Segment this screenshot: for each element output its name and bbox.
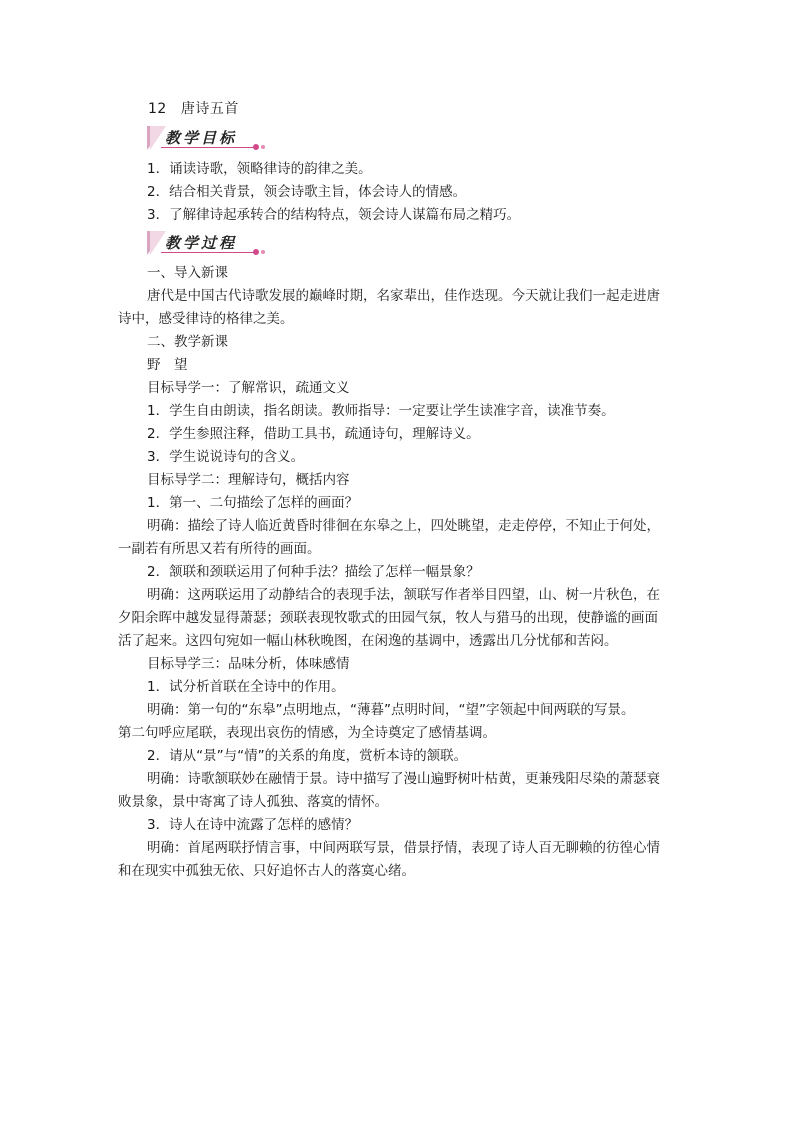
paragraph-line: 和在现实中孤独无依、只好追怀古人的落寞心绪。 <box>118 863 415 879</box>
process-line: 1．学生自由朗读，指名朗读。教师指导：一定要让学生读准字音，读准节奏。 <box>147 403 615 419</box>
process-line: 2．请从“景”与“情”的关系的角度，赏析本诗的颔联。 <box>147 748 468 764</box>
paragraph-line: 败景象，景中寄寓了诗人孤独、落寞的情怀。 <box>118 794 388 810</box>
paragraph-line: 明确：诗歌颔联妙在融情于景。诗中描写了漫山遍野树叶枯黄，更兼残阳尽染的萧瑟衰 <box>147 771 660 787</box>
paragraph-line: 明确：第一句的“东皋”点明地点，“薄暮”点明时间，“望”字领起中间两联的写景。 <box>147 702 635 718</box>
process-line: 3．学生说说诗句的含义。 <box>147 449 305 465</box>
objective-item: 3．了解律诗起承转合的结构特点，领会诗人谋篇布局之精巧。 <box>147 207 521 223</box>
paragraph-line: 夕阳余晖中越发显得萧瑟；颈联表现牧歌式的田园气氛，牧人与猎马的出现，使静谧的画面 <box>118 610 658 626</box>
objectives-banner <box>147 126 267 150</box>
process-line: 一、导入新课 <box>147 265 228 281</box>
paragraph-line: 明确：描绘了诗人临近黄昏时徘徊在东皋之上，四处眺望，走走停停，不知止于何处， <box>147 518 660 534</box>
lesson-number: 12 <box>148 101 167 117</box>
process-line: 二、教学新课 <box>147 334 228 350</box>
objectives-list <box>118 158 678 227</box>
lesson-name: 唐诗五首 <box>180 101 239 117</box>
paragraph-line: 第二句呼应尾联，表现出哀伤的情感，为全诗奠定了感情基调。 <box>118 725 496 741</box>
process-body <box>118 262 678 883</box>
process-line: 1．试分析首联在全诗中的作用。 <box>147 679 345 695</box>
paragraph-line: 明确：首尾两联抒情言事，中间两联写景，借景抒情，表现了诗人百无聊赖的彷徨心情 <box>147 840 660 856</box>
process-line: 野 望 <box>147 357 188 373</box>
process-line: 2．颔联和颈联运用了何种手法？描绘了怎样一幅景象？ <box>147 564 480 580</box>
lesson-title <box>148 98 239 118</box>
process-line: 3．诗人在诗中流露了怎样的感情？ <box>147 817 359 833</box>
banner-dot-icon <box>253 249 259 255</box>
process-line: 目标导学一：了解常识，疏通文义 <box>147 380 350 396</box>
objectives-heading: 教学目标 <box>165 129 238 147</box>
process-line: 目标导学二：理解诗句，概括内容 <box>147 472 350 488</box>
process-line: 2．学生参照注释，借助工具书，疏通诗句，理解诗义。 <box>147 426 480 442</box>
paragraph-line: 一副若有所思又若有所待的画面。 <box>118 541 321 557</box>
paragraph-line: 活了起来。这四句宛如一幅山林秋晚图，在闲逸的基调中，透露出几分忧郁和苦闷。 <box>118 633 618 649</box>
banner-dot-icon <box>261 145 265 149</box>
paragraph-line: 明确：这两联运用了动静结合的表现手法，颔联写作者举目四望，山、树一片秋色，在 <box>147 587 660 603</box>
paragraph-line: 诗中，感受律诗的格律之美。 <box>118 311 294 327</box>
process-line: 1．第一、二句描绘了怎样的画面？ <box>147 495 359 511</box>
paragraph-line: 唐代是中国古代诗歌发展的巅峰时期，名家辈出，佳作迭现。今天就让我们一起走进唐 <box>147 288 660 304</box>
banner-dot-icon <box>253 144 259 150</box>
process-heading: 教学过程 <box>165 234 238 252</box>
objective-item: 1．诵读诗歌，领略律诗的韵律之美。 <box>147 161 372 177</box>
banner-dot-icon <box>261 250 265 254</box>
process-banner <box>147 231 267 255</box>
process-line: 目标导学三：品味分析，体味感情 <box>147 656 350 672</box>
objective-item: 2．结合相关背景，领会诗歌主旨，体会诗人的情感。 <box>147 184 467 200</box>
